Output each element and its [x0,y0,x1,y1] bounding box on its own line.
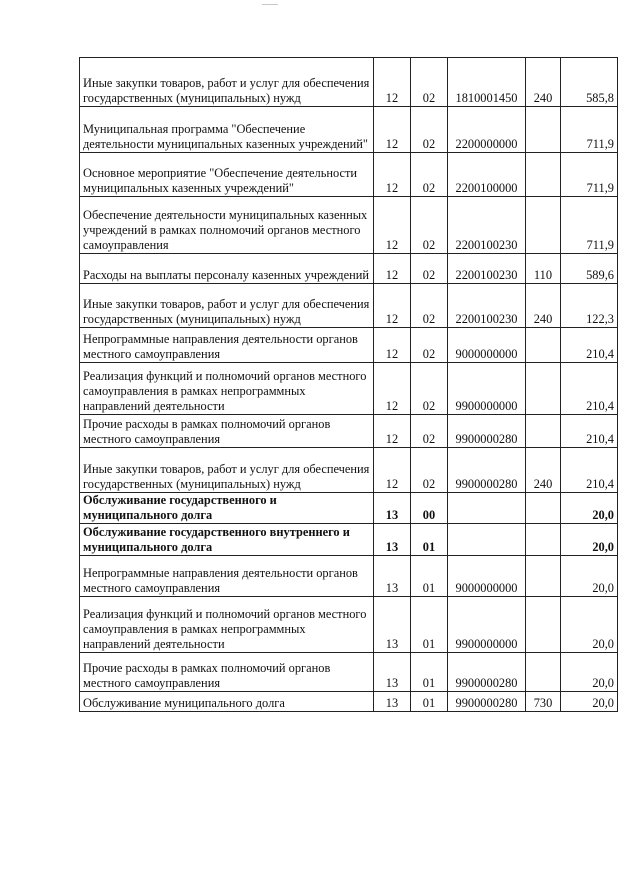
row-section: 12 [374,153,411,197]
row-expense-type [526,363,561,415]
row-amount: 711,9 [561,107,618,153]
table-row [80,197,618,254]
row-name: Непрограммные направления деятельности органов местного самоуправления [80,556,374,597]
row-subsection: 01 [411,524,448,556]
row-name: Иные закупки товаров, работ и услуг для обеспечения государственных (муниципальных) нужд [80,58,374,107]
row-amount: 20,0 [561,692,618,712]
table-row [80,328,618,363]
row-section: 12 [374,197,411,254]
row-subsection: 01 [411,597,448,653]
row-target-article: 2200100230 [448,254,526,284]
row-section: 12 [374,58,411,107]
row-name: Обеспечение деятельности муниципальных казенных учреждений в рамках полномочий органов местного самоуправления [80,197,374,254]
row-name: Иные закупки товаров, работ и услуг для обеспечения государственных (муниципальных) нужд [80,448,374,493]
table-row [80,597,618,653]
page-top-mark [262,4,278,5]
table-row [80,284,618,328]
row-target-article: 9900000280 [448,448,526,493]
row-target-article: 2200100230 [448,284,526,328]
budget-table-body [80,58,618,712]
row-name: Прочие расходы в рамках полномочий органов местного самоуправления [80,415,374,448]
row-expense-type [526,153,561,197]
row-target-article: 9900000280 [448,415,526,448]
row-subsection: 02 [411,58,448,107]
row-expense-type [526,328,561,363]
row-target-article: 9900000280 [448,692,526,712]
row-subsection: 02 [411,197,448,254]
row-target-article: 9900000000 [448,597,526,653]
row-amount: 122,3 [561,284,618,328]
row-section: 13 [374,524,411,556]
row-target-article: 9000000000 [448,556,526,597]
row-target-article: 9000000000 [448,328,526,363]
table-row [80,254,618,284]
row-subsection: 02 [411,153,448,197]
row-subsection: 02 [411,328,448,363]
row-expense-type [526,107,561,153]
row-amount: 711,9 [561,197,618,254]
row-target-article [448,524,526,556]
row-target-article: 1810001450 [448,58,526,107]
table-row [80,493,618,524]
row-name: Иные закупки товаров, работ и услуг для обеспечения государственных (муниципальных) нужд [80,284,374,328]
row-amount: 210,4 [561,363,618,415]
budget-table [79,57,618,712]
table-row [80,107,618,153]
row-subsection: 02 [411,254,448,284]
row-subsection: 02 [411,448,448,493]
row-name: Реализация функций и полномочий органов местного самоуправления в рамках непрограммных направлений деятельности [80,363,374,415]
row-subsection: 01 [411,556,448,597]
row-expense-type [526,415,561,448]
row-target-article [448,493,526,524]
row-name: Обслуживание государственного внутреннего и муниципального долга [80,524,374,556]
row-expense-type: 240 [526,448,561,493]
table-row [80,692,618,712]
row-amount: 711,9 [561,153,618,197]
row-section: 13 [374,556,411,597]
row-name: Расходы на выплаты персоналу казенных учреждений [80,254,374,284]
row-name: Реализация функций и полномочий органов местного самоуправления в рамках непрограммных направлений деятельности [80,597,374,653]
row-expense-type [526,197,561,254]
row-section: 13 [374,692,411,712]
table-row [80,363,618,415]
row-target-article: 2200000000 [448,107,526,153]
row-section: 12 [374,284,411,328]
row-expense-type: 730 [526,692,561,712]
row-amount: 20,0 [561,493,618,524]
row-subsection: 01 [411,653,448,692]
row-name: Основное мероприятие "Обеспечение деятельности муниципальных казенных учреждений" [80,153,374,197]
row-expense-type [526,524,561,556]
row-amount: 210,4 [561,328,618,363]
row-subsection: 01 [411,692,448,712]
row-name: Муниципальная программа "Обеспечение деятельности муниципальных казенных учреждений" [80,107,374,153]
row-subsection: 02 [411,363,448,415]
table-row [80,653,618,692]
row-subsection: 02 [411,107,448,153]
row-name: Обслуживание государственного и муниципального долга [80,493,374,524]
row-amount: 20,0 [561,653,618,692]
table-row [80,415,618,448]
row-subsection: 00 [411,493,448,524]
row-target-article: 2200100000 [448,153,526,197]
row-expense-type [526,556,561,597]
table-row [80,153,618,197]
row-section: 12 [374,254,411,284]
table-row [80,556,618,597]
table-row [80,524,618,556]
row-section: 12 [374,107,411,153]
row-target-article: 9900000280 [448,653,526,692]
row-amount: 589,6 [561,254,618,284]
row-subsection: 02 [411,415,448,448]
row-expense-type: 240 [526,58,561,107]
row-expense-type: 110 [526,254,561,284]
row-section: 13 [374,653,411,692]
row-name: Обслуживание муниципального долга [80,692,374,712]
row-section: 12 [374,328,411,363]
row-amount: 20,0 [561,597,618,653]
row-subsection: 02 [411,284,448,328]
row-amount: 210,4 [561,415,618,448]
row-amount: 585,8 [561,58,618,107]
row-amount: 210,4 [561,448,618,493]
row-section: 13 [374,493,411,524]
row-section: 12 [374,363,411,415]
row-amount: 20,0 [561,524,618,556]
row-expense-type [526,493,561,524]
row-target-article: 9900000000 [448,363,526,415]
row-expense-type: 240 [526,284,561,328]
row-amount: 20,0 [561,556,618,597]
table-row [80,448,618,493]
row-section: 13 [374,597,411,653]
table-row [80,58,618,107]
row-section: 12 [374,448,411,493]
row-expense-type [526,653,561,692]
row-expense-type [526,597,561,653]
row-section: 12 [374,415,411,448]
row-name: Непрограммные направления деятельности органов местного самоуправления [80,328,374,363]
row-name: Прочие расходы в рамках полномочий органов местного самоуправления [80,653,374,692]
row-target-article: 2200100230 [448,197,526,254]
